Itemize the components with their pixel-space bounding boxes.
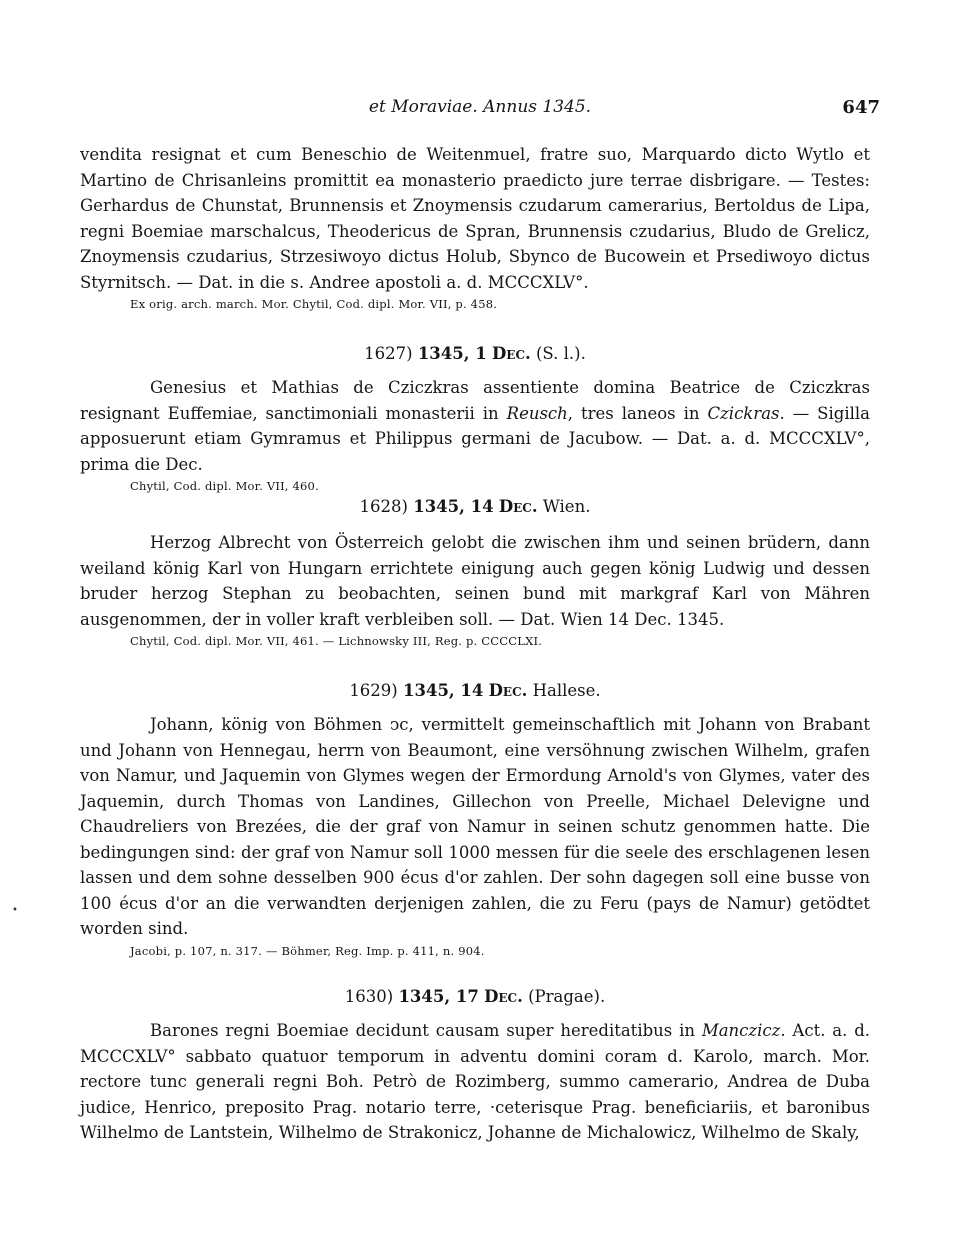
continuation-paragraph: vendita resignat et cum Beneschio de Weitenmuel, fratre suo, Marquardo dicto Wytlo et Martino de Chrisanleins promittit ea monasterio praedicto jure terrae disbrigare. — Testes: Gerhardus de Chunstat, Brunnensis et Znoymensis czudarum camerarius, Bertoldus de Lipa, regni Boemiae marschalcus, Theodericus de Spran, Brunnensis czudarius, Bludo de Grelicz, Znoymensis czudarius, Strzesiwoyo dictus Holub, Sbynco de Bucowein et Prsediwoyo dictus Styrnitsch. — Dat. in die s. Andree apostoli a. d. MCCCXLV°. bbox=[80, 145, 870, 292]
entry-1629 bbox=[80, 678, 870, 961]
entry-month: Dec. bbox=[491, 344, 531, 363]
entry-month: Dec. bbox=[498, 497, 538, 516]
entry-number: 1627) bbox=[364, 344, 413, 363]
entry-text: Herzog Albrecht von Österreich gelobt die zwischen ihm und seinen brüdern, dann weiland könig Karl von Hungarn errichtete einigung auch gegen könig Ludwig und dessen bruder herzog Stephan zu beobachten, seinen bund mit markgraf Karl von Mähren ausgenommen, der in voller kraft verbleiben soll. — Dat. Wien 14 Dec. 1345. bbox=[80, 533, 870, 629]
entry-text bbox=[80, 1018, 870, 1146]
entry-month: Dec. bbox=[488, 681, 528, 700]
running-title: et Moraviae. Annus 1345. bbox=[368, 97, 592, 117]
entry-source: Chytil, Cod. dipl. Mor. VII, 460. bbox=[130, 479, 319, 493]
entry-place: (S. l.). bbox=[536, 344, 586, 363]
entry-heading bbox=[80, 341, 870, 367]
page-number: 647 bbox=[842, 97, 880, 118]
continuation-source: Ex orig. arch. march. Mor. Chytil, Cod. dipl. Mor. VII, p. 458. bbox=[130, 297, 498, 311]
entry-month: Dec. bbox=[484, 987, 523, 1006]
entry-text-part: . Act. a. d. MCCCXLV° sabbato quatuor temporum in adventu domini coram d. Karolo, march. Mor. rectore tunc generali regni Boh. Petrò de Rozimberg, summo camerario, Andrea de Duba judice, Henrico, preposito Prag. notario terre, ·ceterisque Prag. beneficiariis, et baronibus Wilhelmo de Lantstein, Wilhelmo de Strakonicz, Johanne de Michalowicz, Wilhelmo de Skaly, bbox=[80, 1021, 870, 1142]
place-name: Manczicz bbox=[701, 1021, 781, 1040]
entry-source: Chytil, Cod. dipl. Mor. VII, 461. — Lichnowsky III, Reg. p. CCCCLXI. bbox=[130, 634, 543, 648]
entry-place: Hallese. bbox=[532, 681, 601, 700]
entry-1630 bbox=[80, 984, 870, 1146]
entry-date: 1345, 14 bbox=[403, 681, 484, 700]
place-name: Czickras bbox=[707, 403, 780, 423]
entry-number: 1629) bbox=[349, 681, 398, 700]
entry-heading bbox=[80, 494, 870, 520]
entry-heading bbox=[80, 984, 870, 1010]
entry-place: Wien. bbox=[542, 497, 591, 516]
page-header bbox=[80, 97, 880, 127]
entry-text bbox=[80, 375, 870, 477]
entry-1627 bbox=[80, 341, 870, 496]
entry-number: 1628) bbox=[359, 497, 408, 516]
entry-date: 1345, 17 bbox=[398, 987, 479, 1006]
entry-1628 bbox=[80, 494, 870, 651]
entry-text-part: . — Sigilla apposuerunt etiam Gymramus et Philippus germani de Jacubow. — Dat. a. d. MCCCXLV°, prima die Dec. bbox=[80, 403, 870, 474]
margin-mark: • bbox=[12, 905, 18, 916]
place-name: Reusch bbox=[506, 403, 568, 423]
entry-number: 1630) bbox=[344, 987, 394, 1006]
entry-text: Johann, könig von Böhmen ↄc, vermittelt gemeinschaftlich mit Johann von Brabant und Johann von Hennegau, herrn von Beaumont, eine versöhnung zwischen Wilhelm, grafen von Namur, und Jaquemin von Glymes wegen der Ermordung Arnold's von Glymes, vater des Jaquemin, durch Thomas von Landines, Gillechon von Preelle, Michael Delevigne und Chaudreliers von Brezées, die der graf von Namur in seinen schutz genommen hatte. Die bedingungen sind: der graf von Namur soll 1000 messen für die seele des erschlagenen lesen lassen und dem sohne desselben 900 écus d'or zahlen. Der sohn dagegen soll eine busse von 100 écus d'or an die verwandten derjenigen zahlen, die zu Feru (pays de Namur) getödtet worden sind. bbox=[80, 715, 870, 938]
entry-date: 1345, 14 bbox=[413, 497, 494, 516]
entry-text-part: Genesius et Mathias de Cziczkras assentiente domina Beatrice de Cziczkras resignant Euffemiae, sanctimoniali monasterii in bbox=[80, 378, 870, 423]
entry-source: Jacobi, p. 107, n. 317. — Böhmer, Reg. Imp. p. 411, n. 904. bbox=[130, 943, 485, 958]
entry-text-part: Barones regni Boemiae decidunt causam super hereditatibus in bbox=[150, 1021, 702, 1040]
entry-heading bbox=[80, 678, 870, 704]
continuation-block bbox=[80, 142, 870, 314]
entry-date: 1345, 1 bbox=[417, 344, 487, 363]
entry-place: (Pragae). bbox=[528, 987, 606, 1006]
entry-text-part: , tres laneos in bbox=[567, 403, 708, 423]
